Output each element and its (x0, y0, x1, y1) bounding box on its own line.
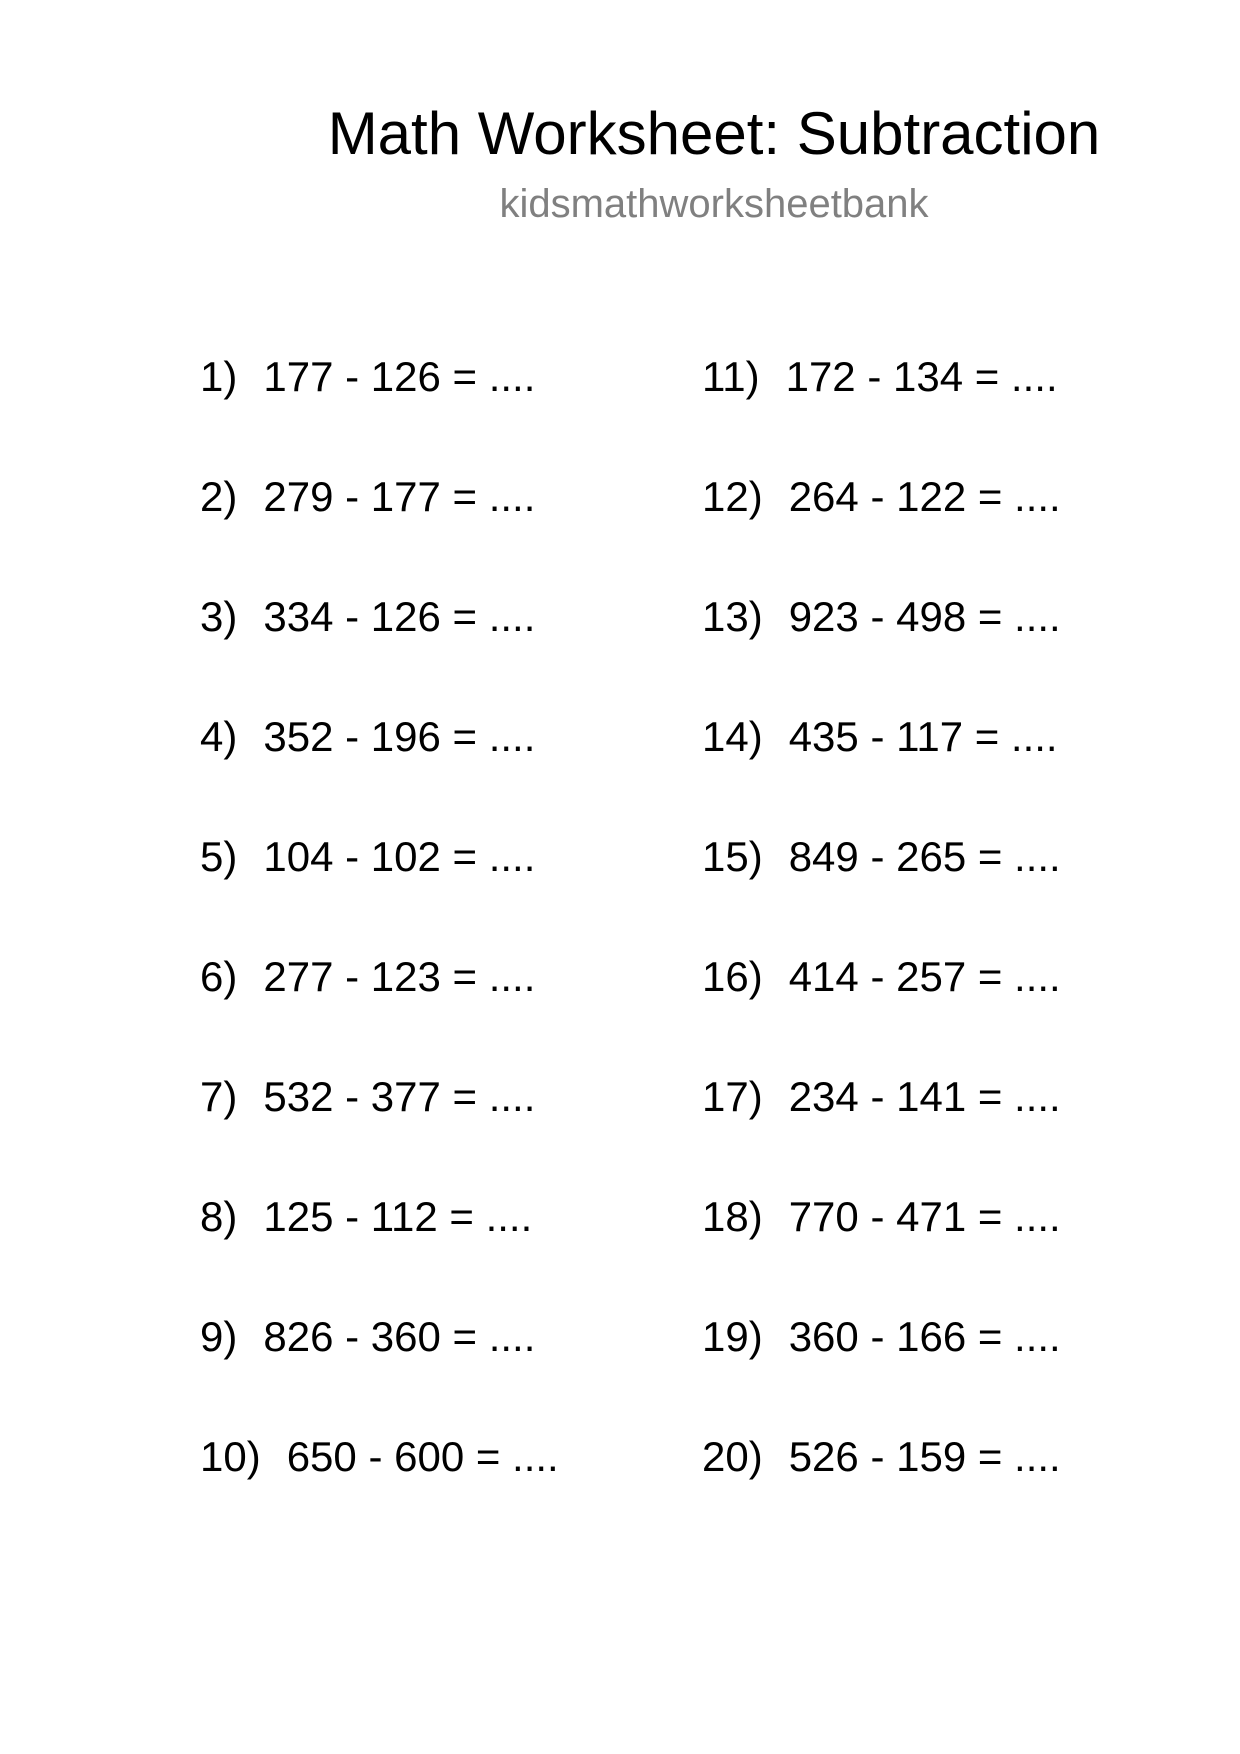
problem-number: 6) (200, 953, 238, 1000)
problem-number: 3) (200, 593, 238, 640)
problem-item (702, 352, 1058, 402)
problem-expression: 125 - 112 = .... (263, 1193, 533, 1240)
problem-number: 10) (200, 1433, 261, 1480)
problem-number: 9) (200, 1313, 238, 1360)
problem-expression: 826 - 360 = .... (263, 1313, 536, 1360)
problem-number: 11) (702, 353, 760, 400)
problem-expression: 277 - 123 = .... (263, 953, 536, 1000)
problem-number: 2) (200, 473, 238, 520)
problem-item (200, 952, 535, 1002)
problem-expression: 414 - 257 = .... (788, 953, 1061, 1000)
problem-expression: 435 - 117 = .... (788, 713, 1058, 760)
problem-expression: 849 - 265 = .... (788, 833, 1061, 880)
page-title: Math Worksheet: Subtraction (327, 100, 1101, 167)
problem-number: 17) (702, 1073, 763, 1120)
problem-number: 5) (200, 833, 238, 880)
problem-item (200, 1192, 532, 1242)
problem-expression: 334 - 126 = .... (263, 593, 536, 640)
problem-expression: 177 - 126 = .... (263, 353, 536, 400)
problem-item (200, 592, 535, 642)
problem-item (702, 1312, 1061, 1362)
problem-expression: 279 - 177 = .... (263, 473, 536, 520)
problem-item (200, 832, 535, 882)
problem-number: 1) (200, 353, 238, 400)
problem-item (702, 832, 1061, 882)
problem-item (702, 592, 1061, 642)
problem-expression: 770 - 471 = .... (788, 1193, 1061, 1240)
problem-expression: 650 - 600 = .... (286, 1433, 559, 1480)
problem-expression: 526 - 159 = .... (788, 1433, 1061, 1480)
problem-number: 19) (702, 1313, 763, 1360)
problem-number: 7) (200, 1073, 238, 1120)
problem-item (200, 1072, 535, 1122)
problem-item (702, 1432, 1061, 1482)
problem-item (200, 1432, 559, 1482)
problem-number: 18) (702, 1193, 763, 1240)
page-subtitle: kidsmathworksheetbank (499, 182, 929, 226)
problem-item (702, 952, 1061, 1002)
problem-expression: 234 - 141 = .... (788, 1073, 1061, 1120)
problem-expression: 532 - 377 = .... (263, 1073, 536, 1120)
problem-number: 16) (702, 953, 763, 1000)
problem-expression: 104 - 102 = .... (263, 833, 536, 880)
problem-number: 15) (702, 833, 763, 880)
problem-item (200, 352, 535, 402)
problem-item (702, 1192, 1061, 1242)
problem-number: 4) (200, 713, 238, 760)
problem-expression: 352 - 196 = .... (263, 713, 536, 760)
problem-number: 20) (702, 1433, 763, 1480)
problem-number: 13) (702, 593, 763, 640)
problem-expression: 923 - 498 = .... (788, 593, 1061, 640)
problem-expression: 264 - 122 = .... (788, 473, 1061, 520)
problem-item (702, 712, 1058, 762)
problem-item (702, 472, 1061, 522)
problem-number: 8) (200, 1193, 238, 1240)
problem-item (200, 1312, 535, 1362)
problem-expression: 172 - 134 = .... (785, 353, 1058, 400)
problem-number: 14) (702, 713, 763, 760)
problem-item (200, 472, 535, 522)
problem-number: 12) (702, 473, 763, 520)
problem-item (702, 1072, 1061, 1122)
problem-item (200, 712, 535, 762)
problem-expression: 360 - 166 = .... (788, 1313, 1061, 1360)
